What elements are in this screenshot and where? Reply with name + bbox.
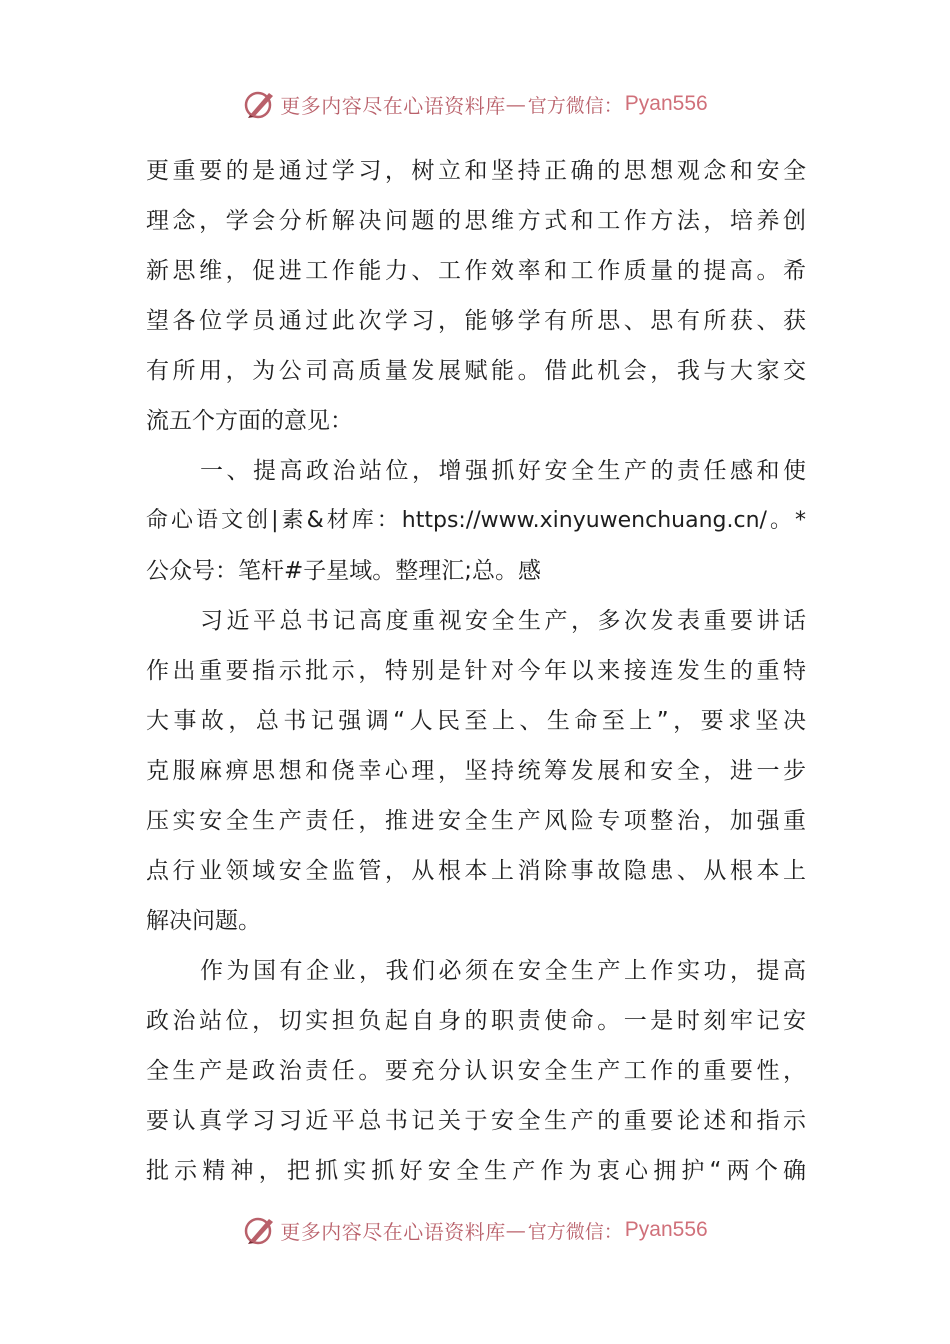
paragraph-line: 作为国有企业，我们必须在安全生产上作实功，提高 xyxy=(200,958,806,984)
paragraph-line: 新思维，促进工作能力、工作效率和工作质量的提高。希 xyxy=(146,258,806,284)
brand-text: 更多内容尽在心语资料库 xyxy=(280,1219,506,1244)
paragraph-line: 点行业领域安全监管，从根本上消除事故隐患、从根本上 xyxy=(146,858,806,884)
paragraph-line: 政治站位，切实担负起自身的职责使命。一是时刻牢记安 xyxy=(146,1008,806,1034)
section-heading-line: 一、提高政治站位，增强抓好安全生产的责任感和使 xyxy=(200,458,806,484)
brand-text: 更多内容尽在心语资料库 xyxy=(280,93,506,118)
paragraph-line: 批示精神，把抓实抓好安全生产作为衷心拥护“两个确 xyxy=(146,1158,806,1184)
paragraph-line: 作出重要指示批示，特别是针对今年以来接连发生的重特 xyxy=(146,658,806,684)
banner-separator: — xyxy=(505,92,526,116)
paragraph-line: 望各位学员通过此次学习，能够学有所思、思有所获、获 xyxy=(146,308,806,334)
wechat-id: Pyan556 xyxy=(624,92,708,115)
paragraph-line: 流五个方面的意见： xyxy=(146,408,353,434)
paragraph-line: 习近平总书记高度重视安全生产，多次发表重要讲话 xyxy=(200,608,806,634)
paragraph-line: 大事故，总书记强调“人民至上、生命至上”，要求坚决 xyxy=(146,708,806,734)
footer-banner xyxy=(0,1210,950,1250)
header-banner xyxy=(0,84,950,124)
wechat-label: 官方微信： xyxy=(527,1220,623,1243)
paragraph-line: 全生产是政治责任。要充分认识安全生产工作的重要性， xyxy=(146,1058,806,1084)
wechat-id: Pyan556 xyxy=(624,1218,708,1241)
paragraph-line: 克服麻痹思想和侥幸心理，坚持统筹发展和安全，进一步 xyxy=(146,758,806,784)
pen-in-circle-icon xyxy=(242,1213,276,1247)
wechat-label: 官方微信： xyxy=(527,94,623,117)
document-body xyxy=(146,146,806,1196)
pen-in-circle-icon xyxy=(242,87,276,121)
banner-separator: — xyxy=(505,1218,526,1242)
paragraph-line: 理念，学会分析解决问题的思维方式和工作方法，培养创 xyxy=(146,208,806,234)
watermark-line: 命心语文创|素&材库：https://www.xinyuwenchuang.cn/。* xyxy=(146,508,806,533)
watermark-line: 公众号：笔杆#子星域。整理汇;总。感 xyxy=(146,558,542,584)
paragraph-line: 解决问题。 xyxy=(146,908,261,934)
paragraph-line: 有所用，为公司高质量发展赋能。借此机会，我与大家交 xyxy=(146,358,806,384)
paragraph-line: 要认真学习习近平总书记关于安全生产的重要论述和指示 xyxy=(146,1108,806,1134)
paragraph-line: 压实安全生产责任，推进安全生产风险专项整治，加强重 xyxy=(146,808,806,834)
paragraph-line: 更重要的是通过学习，树立和坚持正确的思想观念和安全 xyxy=(146,158,806,184)
